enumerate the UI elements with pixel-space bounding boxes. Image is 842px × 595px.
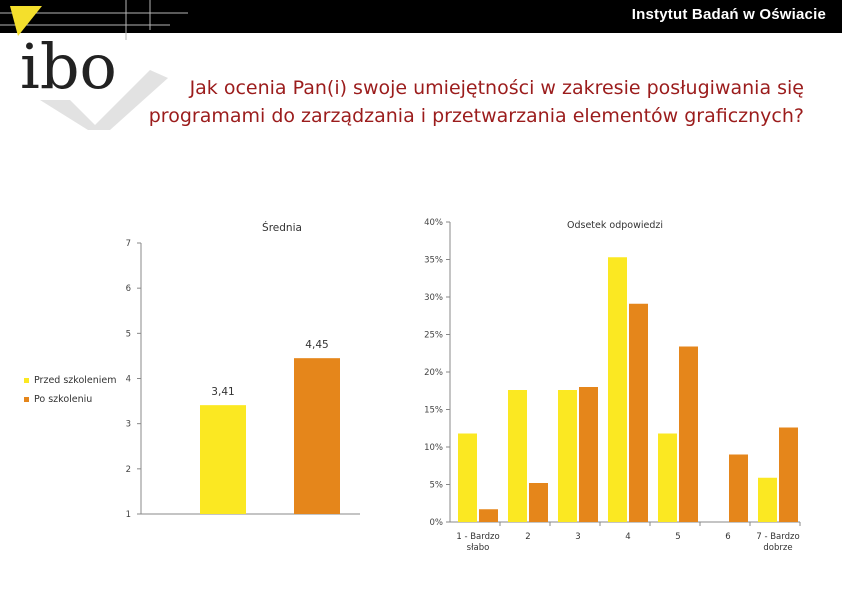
chart-average-ytick-label: 4 <box>125 374 131 385</box>
chart-average-ytick-label: 3 <box>125 419 131 430</box>
chart-percent-title: Odsetek odpowiedzi <box>567 220 663 231</box>
chart-percent-ytick-label: 35% <box>424 255 443 266</box>
legend-swatch-after <box>24 397 29 402</box>
chart-percent-bar <box>629 304 648 522</box>
chart-percent-xtick-label: 7 - Bardzo dobrze <box>756 532 800 553</box>
chart-percent-bar <box>608 257 627 522</box>
logo-text: ibo <box>20 30 117 103</box>
legend <box>24 371 117 409</box>
chart-average-ytick-label: 7 <box>125 239 131 249</box>
legend-item-after <box>24 390 117 409</box>
chart-average-ytick-label: 5 <box>125 329 131 340</box>
chart-percent-ytick-label: 0% <box>429 518 443 528</box>
chart-average-ytick-label: 2 <box>125 464 131 475</box>
chart-percent-ytick-label: 5% <box>429 480 443 491</box>
chart-average-bar <box>200 405 246 514</box>
chart-average-ytick-label: 6 <box>125 284 131 295</box>
chart-percent-bar <box>729 455 748 523</box>
legend-label-after: Po szkoleniu <box>34 394 93 405</box>
chart-percent-ytick-label: 15% <box>424 405 443 416</box>
chart-average <box>126 221 360 520</box>
chart-percent-ytick-label: 30% <box>424 293 443 303</box>
chart-average-data-label: 4,45 <box>305 339 329 352</box>
institution-name: Instytut Badań w Oświacie <box>631 6 826 23</box>
legend-swatch-before <box>24 378 29 383</box>
chart-percent-xtick-label: 5 <box>675 532 681 542</box>
chart-percent-ytick-label: 25% <box>424 330 443 341</box>
chart-percent-ytick-label: 10% <box>424 443 443 453</box>
chart-percent <box>424 218 800 553</box>
chart-percent-bar <box>779 428 798 523</box>
chart-percent-ytick-label: 20% <box>424 368 443 378</box>
chart-percent-bar <box>758 478 777 522</box>
chart-percent-bar <box>508 390 527 522</box>
chart-percent-bar <box>529 483 548 522</box>
chart-percent-bar <box>458 434 477 523</box>
chart-average-ytick-label: 1 <box>125 510 131 520</box>
chart-percent-ytick-label: 40% <box>424 218 443 228</box>
chart-percent-bar <box>479 509 498 522</box>
chart-percent-xtick-label: 2 <box>525 532 531 542</box>
chart-percent-bar <box>658 434 677 523</box>
chart-percent-xtick-label: 3 <box>575 532 581 542</box>
chart-percent-xtick-label: 4 <box>625 532 631 542</box>
legend-item-before <box>24 371 117 390</box>
chart-average-data-label: 3,41 <box>211 386 235 399</box>
chart-percent-xtick-label: 6 <box>725 532 731 542</box>
chart-percent-bar <box>679 347 698 523</box>
chart-average-title: Średnia <box>262 222 302 234</box>
slide-title: Jak ocenia Pan(i) swoje umiejętności w zakresie posługiwania się programami do zarządzania i przetwarzania elementów graficznych? <box>148 77 804 127</box>
chart-average-bar <box>294 358 340 514</box>
chart-percent-xtick-label: 1 - Bardzo słabo <box>456 532 500 553</box>
chart-percent-bar <box>558 390 577 522</box>
chart-percent-bar <box>579 387 598 522</box>
legend-label-before: Przed szkoleniem <box>34 375 117 386</box>
